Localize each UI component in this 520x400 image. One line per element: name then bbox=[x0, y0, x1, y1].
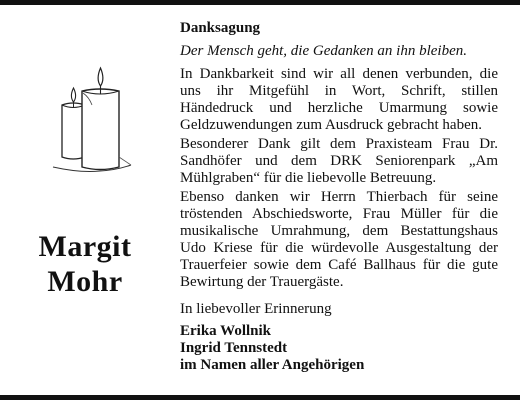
paragraph-further-thanks: Ebenso danken wir Herrn Thierbach für seine tröstenden Abschiedsworte, Frau Müller für die musikalische Umrahmung, dem Bestattungshaus Udo Kriese für die würdevolle Ausgestaltung der Trauerfeier sowie dem Café Ballhaus für die gute Bewirtung der Trauergäste. bbox=[180, 189, 498, 290]
closing-line: In liebevoller Erinnerung bbox=[180, 301, 332, 317]
deceased-last-name: Mohr bbox=[47, 265, 123, 298]
paragraph-special-thanks: Besonderer Dank gilt dem Praxisteam Frau Dr. Sandhöfer und dem DRK Seniorenpark „Am Mühlgraben“ für die liebevolle Betreuung. bbox=[180, 136, 498, 186]
notice-title: Danksagung bbox=[180, 20, 261, 36]
signer-name: Ingrid Tennstedt bbox=[180, 340, 288, 356]
signer-name: Erika Wollnik bbox=[180, 323, 272, 339]
motto: Der Mensch geht, die Gedanken an ihn bleiben. bbox=[180, 43, 467, 59]
deceased-first-name: Margit bbox=[38, 230, 132, 263]
candles-icon bbox=[45, 61, 135, 181]
signer-note: im Namen aller Angehörigen bbox=[180, 357, 365, 373]
signers-block bbox=[180, 323, 498, 374]
right-column bbox=[180, 20, 498, 374]
left-column bbox=[0, 5, 170, 395]
paragraph-gratitude: In Dankbarkeit sind wir all denen verbunden, die uns ihr Mitgefühl in Wort, Schrift, stillen Händedruck und herzliche Umarmung sowie Geldzuwendungen zum Ausdruck gebracht haben. bbox=[180, 66, 498, 133]
